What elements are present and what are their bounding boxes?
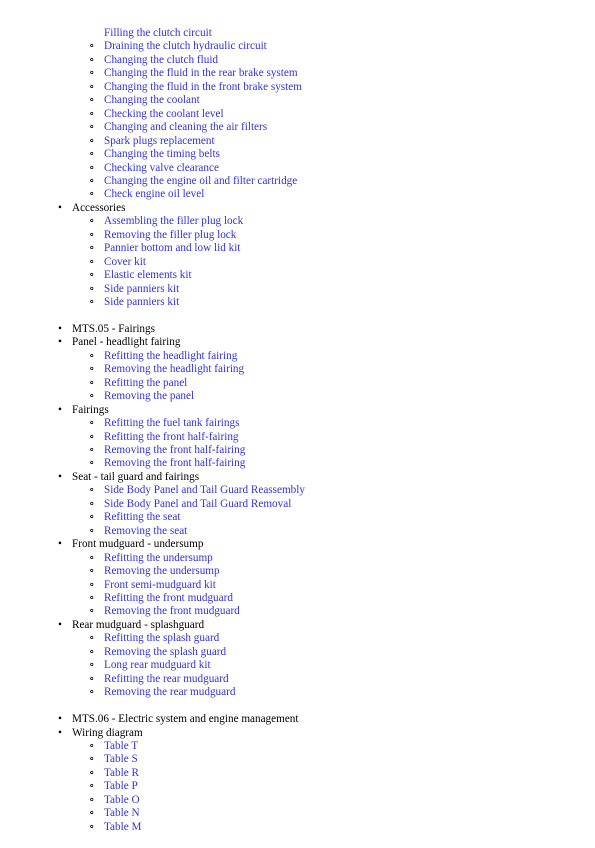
toc-link[interactable]: Refitting the fuel tank fairings — [104, 417, 240, 430]
circle-bullet-icon: ∘ — [89, 592, 95, 605]
toc-link[interactable]: Changing and cleaning the air filters — [104, 121, 268, 134]
toc-link[interactable]: Removing the splash guard — [104, 645, 227, 658]
toc-link[interactable]: Refitting the panel — [104, 376, 188, 389]
circle-bullet-icon: ∘ — [89, 820, 95, 833]
section-title: Rear mudguard - splashguard — [72, 618, 205, 631]
disc-bullet-icon: • — [58, 713, 62, 726]
section-title: Wiring diagram — [72, 726, 143, 739]
toc-link[interactable]: Side Body Panel and Tail Guard Reassembly — [104, 484, 305, 497]
sub-list-item — [0, 417, 595, 430]
toc-link[interactable]: Table S — [104, 753, 138, 766]
sub-list-item — [0, 350, 595, 363]
toc-link[interactable]: Side panniers kit — [104, 282, 180, 295]
circle-bullet-icon: ∘ — [89, 107, 95, 120]
section-item — [0, 713, 595, 726]
sub-list-item — [0, 605, 595, 618]
toc-link[interactable]: Removing the front mudguard — [104, 605, 240, 618]
toc-link[interactable]: Removing the front half-fairing — [104, 457, 246, 470]
disc-bullet-icon: • — [58, 618, 62, 631]
sub-list-item — [0, 444, 595, 457]
section-item — [0, 202, 595, 215]
circle-bullet-icon: ∘ — [89, 793, 95, 806]
document-body — [0, 27, 595, 834]
sub-list-item — [0, 54, 595, 67]
toc-link[interactable]: Changing the timing belts — [104, 148, 220, 161]
toc-link[interactable]: Table T — [104, 739, 139, 752]
toc-link[interactable]: Side Body Panel and Tail Guard Removal — [104, 497, 292, 510]
section-title: MTS.05 - Fairings — [72, 322, 155, 335]
sub-list-item — [0, 188, 595, 201]
toc-link[interactable]: Table R — [104, 766, 139, 779]
circle-bullet-icon: ∘ — [89, 188, 95, 201]
toc-link[interactable]: Removing the seat — [104, 524, 188, 537]
toc-link[interactable]: Checking valve clearance — [104, 161, 219, 174]
disc-bullet-icon: • — [58, 201, 62, 214]
circle-bullet-icon: ∘ — [89, 444, 95, 457]
toc-link[interactable]: Assembling the filler plug lock — [104, 215, 244, 228]
sub-list-item — [0, 579, 595, 592]
sub-list-item — [0, 592, 595, 605]
circle-bullet-icon: ∘ — [89, 53, 95, 66]
sub-list-item — [0, 457, 595, 470]
section-item — [0, 538, 595, 551]
disc-bullet-icon: • — [58, 403, 62, 416]
circle-bullet-icon: ∘ — [89, 686, 95, 699]
toc-link[interactable]: Side panniers kit — [104, 296, 180, 309]
circle-bullet-icon: ∘ — [89, 67, 95, 80]
sub-list-item — [0, 135, 595, 148]
toc-link[interactable]: Filling the clutch circuit — [104, 27, 212, 39]
section-spacer — [0, 700, 595, 713]
circle-bullet-icon: ∘ — [89, 40, 95, 53]
circle-bullet-icon: ∘ — [89, 390, 95, 403]
circle-bullet-icon: ∘ — [89, 282, 95, 295]
toc-link[interactable]: Removing the front half-fairing — [104, 444, 246, 457]
toc-link[interactable]: Refitting the front half-fairing — [104, 430, 239, 443]
circle-bullet-icon: ∘ — [89, 565, 95, 578]
sub-list-item — [0, 108, 595, 121]
circle-bullet-icon: ∘ — [89, 484, 95, 497]
sub-list-item — [0, 780, 595, 793]
sub-list-item — [0, 377, 595, 390]
toc-link[interactable]: Table P — [104, 780, 138, 793]
sub-list-item — [0, 484, 595, 497]
section-item — [0, 471, 595, 484]
section-item — [0, 336, 595, 349]
circle-bullet-icon: ∘ — [89, 174, 95, 187]
sub-list-item — [0, 821, 595, 834]
toc-link[interactable]: Removing the headlight fairing — [104, 363, 245, 376]
sub-list-item — [0, 807, 595, 820]
circle-bullet-icon: ∘ — [89, 457, 95, 470]
section-title: Panel - headlight fairing — [72, 336, 181, 349]
sub-list-item — [0, 673, 595, 686]
sub-list-item — [0, 767, 595, 780]
toc-link[interactable]: Removing the undersump — [104, 565, 220, 578]
sub-list-item — [0, 740, 595, 753]
sub-list-item — [0, 525, 595, 538]
circle-bullet-icon: ∘ — [89, 511, 95, 524]
disc-bullet-icon: • — [58, 726, 62, 739]
disc-bullet-icon: • — [58, 336, 62, 349]
sub-list-item — [0, 552, 595, 565]
toc-link[interactable]: Elastic elements kit — [104, 269, 192, 282]
circle-bullet-icon: ∘ — [89, 376, 95, 389]
sub-list-item — [0, 121, 595, 134]
circle-bullet-icon: ∘ — [89, 430, 95, 443]
sub-list-item — [0, 81, 595, 94]
toc-link[interactable]: Removing the rear mudguard — [104, 686, 236, 699]
toc-link[interactable]: Spark plugs replacement — [104, 134, 215, 147]
sub-list-item — [0, 646, 595, 659]
toc-link[interactable]: Refitting the undersump — [104, 551, 213, 564]
toc-link[interactable]: Refitting the seat — [104, 511, 181, 524]
circle-bullet-icon: ∘ — [89, 753, 95, 766]
section-title: Seat - tail guard and fairings — [72, 470, 200, 483]
sub-list-item — [0, 659, 595, 672]
section-item — [0, 727, 595, 740]
circle-bullet-icon: ∘ — [89, 80, 95, 93]
sub-list-item — [0, 256, 595, 269]
toc-link[interactable]: Changing the engine oil and filter cartridge — [104, 174, 298, 187]
sub-list-item — [0, 162, 595, 175]
toc-link[interactable]: Changing the clutch fluid — [104, 53, 219, 66]
toc-link[interactable]: Refitting the headlight fairing — [104, 349, 238, 362]
sub-list-item — [0, 175, 595, 188]
circle-bullet-icon: ∘ — [89, 497, 95, 510]
circle-bullet-icon: ∘ — [89, 228, 95, 241]
circle-bullet-icon: ∘ — [89, 269, 95, 282]
sub-list-item — [0, 27, 595, 40]
section-title: MTS.06 - Electric system and engine management — [72, 713, 299, 726]
sub-list-item — [0, 753, 595, 766]
circle-bullet-icon: ∘ — [89, 94, 95, 107]
toc-link[interactable]: Long rear mudguard kit — [104, 659, 211, 672]
section-item — [0, 404, 595, 417]
circle-bullet-icon: ∘ — [89, 349, 95, 362]
sub-list-item — [0, 148, 595, 161]
disc-bullet-icon: • — [58, 322, 62, 335]
circle-bullet-icon: ∘ — [89, 121, 95, 134]
circle-bullet-icon: ∘ — [89, 363, 95, 376]
section-title: Accessories — [72, 201, 126, 214]
toc-link[interactable]: Draining the clutch hydraulic circuit — [104, 40, 267, 53]
circle-bullet-icon: ∘ — [89, 645, 95, 658]
circle-bullet-icon: ∘ — [89, 605, 95, 618]
circle-bullet-icon: ∘ — [89, 296, 95, 309]
toc-link[interactable]: Table N — [104, 807, 140, 820]
sub-list-item — [0, 215, 595, 228]
sub-list-item — [0, 40, 595, 53]
circle-bullet-icon: ∘ — [89, 672, 95, 685]
sub-list-item — [0, 67, 595, 80]
toc-link[interactable]: Removing the filler plug lock — [104, 228, 237, 241]
circle-bullet-icon: ∘ — [89, 780, 95, 793]
toc-link[interactable]: Table M — [104, 820, 142, 833]
circle-bullet-icon: ∘ — [89, 148, 95, 161]
circle-bullet-icon: ∘ — [89, 632, 95, 645]
toc-link[interactable]: Checking the coolant level — [104, 107, 224, 120]
sub-list-item — [0, 363, 595, 376]
circle-bullet-icon: ∘ — [89, 255, 95, 268]
sub-list-item — [0, 283, 595, 296]
circle-bullet-icon: ∘ — [89, 578, 95, 591]
sub-list-item — [0, 431, 595, 444]
section-title: Front mudguard - undersump — [72, 538, 204, 551]
circle-bullet-icon: ∘ — [89, 161, 95, 174]
circle-bullet-icon: ∘ — [89, 766, 95, 779]
disc-bullet-icon: • — [58, 538, 62, 551]
sub-list-item — [0, 632, 595, 645]
toc-link[interactable]: Changing the fluid in the rear brake system — [104, 67, 298, 80]
sub-list-item — [0, 498, 595, 511]
section-item — [0, 323, 595, 336]
disc-bullet-icon: • — [58, 470, 62, 483]
toc-link[interactable]: Changing the fluid in the front brake system — [104, 80, 302, 93]
circle-bullet-icon: ∘ — [89, 242, 95, 255]
toc-link[interactable]: Front semi-mudguard kit — [104, 578, 216, 591]
toc-link[interactable]: Check engine oil level — [104, 188, 205, 201]
toc-link[interactable]: Refitting the rear mudguard — [104, 672, 229, 685]
circle-bullet-icon: ∘ — [89, 739, 95, 752]
sub-list-item — [0, 686, 595, 699]
sub-list-item — [0, 94, 595, 107]
toc-link[interactable]: Refitting the splash guard — [104, 632, 220, 645]
toc-link[interactable]: Table O — [104, 793, 140, 806]
circle-bullet-icon: ∘ — [89, 807, 95, 820]
sub-list-item — [0, 794, 595, 807]
circle-bullet-icon: ∘ — [89, 215, 95, 228]
sub-list-item — [0, 269, 595, 282]
toc-link[interactable]: Removing the panel — [104, 390, 195, 403]
circle-bullet-icon: ∘ — [89, 134, 95, 147]
section-item — [0, 619, 595, 632]
circle-bullet-icon: ∘ — [89, 551, 95, 564]
toc-link[interactable]: Cover kit — [104, 255, 146, 268]
circle-bullet-icon: ∘ — [89, 524, 95, 537]
sub-list-item — [0, 565, 595, 578]
circle-bullet-icon: ∘ — [89, 659, 95, 672]
sub-list-item — [0, 296, 595, 309]
toc-link[interactable]: Pannier bottom and low lid kit — [104, 242, 241, 255]
sub-list-item — [0, 511, 595, 524]
toc-link[interactable]: Refitting the front mudguard — [104, 592, 233, 605]
sub-list-item — [0, 242, 595, 255]
section-title: Fairings — [72, 403, 109, 416]
section-spacer — [0, 310, 595, 323]
toc-link[interactable]: Changing the coolant — [104, 94, 200, 107]
sub-list-item — [0, 229, 595, 242]
circle-bullet-icon: ∘ — [89, 417, 95, 430]
sub-list-item — [0, 390, 595, 403]
